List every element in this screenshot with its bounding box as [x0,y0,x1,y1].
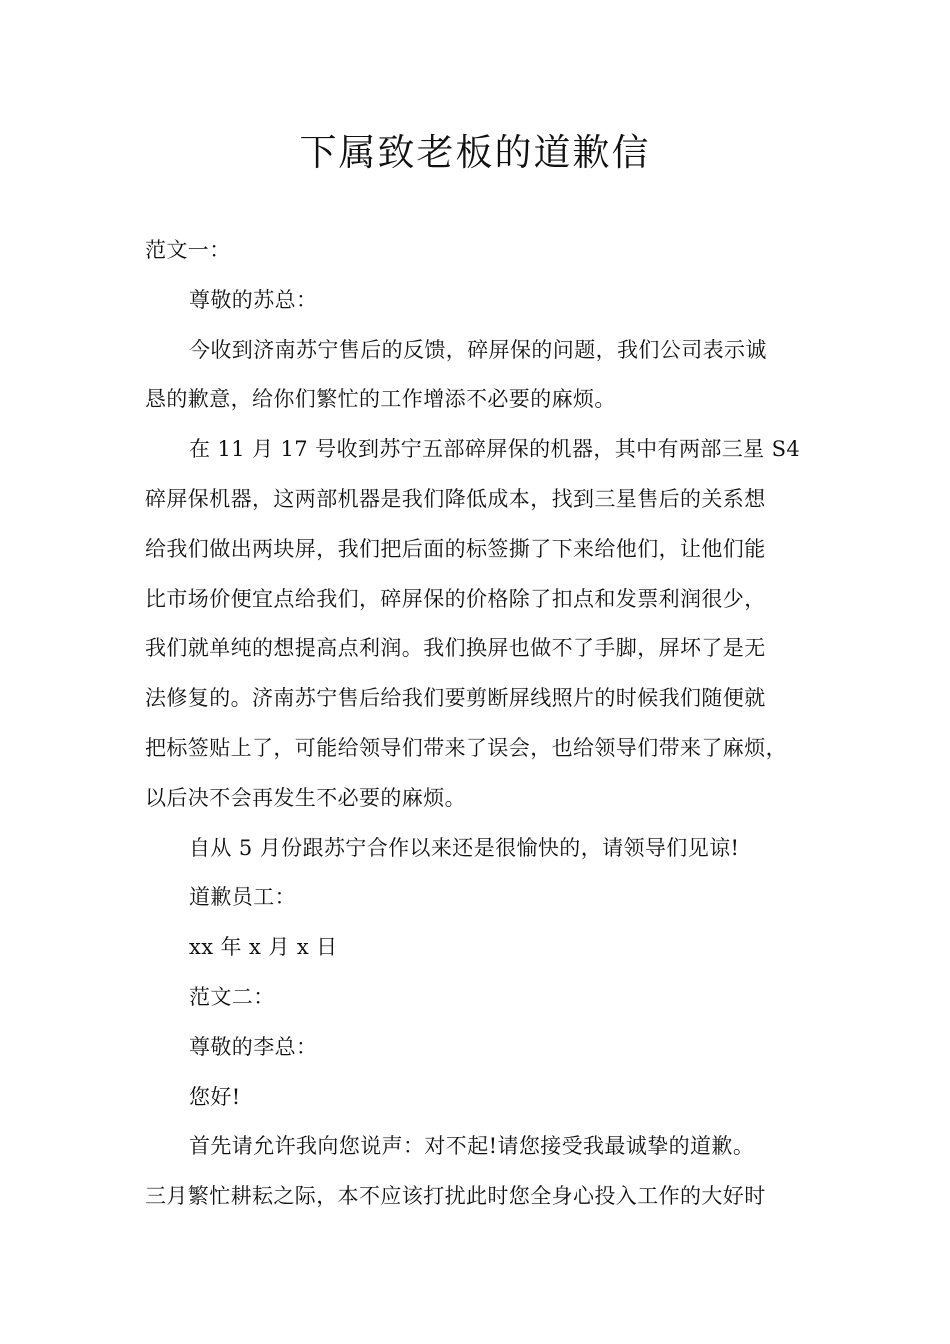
signature-label: 道歉员工： [189,885,296,910]
body-line: 自从 5 月份跟苏宁合作以来还是很愉快的，请领导们见谅! [189,835,740,860]
document-title: 下属致老板的道歉信 [299,131,651,174]
body-line: 我们就单纯的想提高点利润。我们换屏也做不了手脚，屏坏了是无 [145,636,766,661]
section-heading: 范文二： [189,984,275,1009]
body-line: 把标签贴上了，可能给领导们带来了误会，也给领导们带来了麻烦， [145,735,787,760]
date-line: xx 年 x 月 x 日 [189,935,338,960]
body-line: 尊敬的苏总： [189,287,318,312]
body-line: 法修复的。济南苏宁售后给我们要剪断屏线照片的时候我们随便就 [145,686,766,711]
body-line: 范文一： [145,238,231,262]
greeting: 您好! [189,1084,241,1109]
body-line: 今收到济南苏宁售后的反馈，碎屏保的问题，我们公司表示诚 [189,337,767,362]
body-line: 给我们做出两块屏，我们把后面的标签撕了下来给他们，让他们能 [145,536,766,561]
body-line: 在 11 月 17 号收到苏宁五部碎屏保的机器，其中有两部三星 S4 [189,437,801,462]
body-line: 首先请允许我向您说声：对不起!请您接受我最诚挚的道歉。 [189,1134,755,1159]
body-line: 碎屏保机器，这两部机器是我们降低成本，找到三星售后的关系想 [145,486,766,511]
body-line: 以后决不会再发生不必要的麻烦。 [145,785,466,810]
letter-body [145,226,823,1222]
body-line: 恳的歉意，给你们繁忙的工作增添不必要的麻烦。 [145,387,616,412]
salutation: 尊敬的李总： [189,1034,318,1059]
body-line: 比市场价便宜点给我们，碎屏保的价格除了扣点和发票利润很少， [145,586,766,611]
body-line: 三月繁忙耕耘之际，本不应该打扰此时您全身心投入工作的大好时 [145,1184,766,1209]
